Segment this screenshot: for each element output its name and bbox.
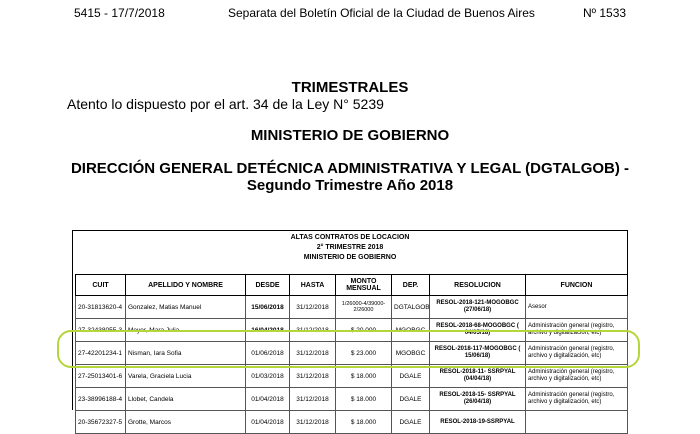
cell-resolucion: RESOL-2018-11- SSRPYAL (04/04/18) [430, 365, 526, 388]
cell-hasta: 31/12/2018 [290, 342, 336, 365]
section-title: TRIMESTRALES [291, 79, 409, 96]
cell-resolucion: RESOL-2018-117-MOGOBGC ( 15/06/18) [430, 342, 526, 365]
cell-cuit: 20-31813620-4 [76, 296, 126, 319]
table-row [76, 388, 628, 411]
cell-name: Gonzalez, Matias Manuel [126, 296, 246, 319]
cell-cuit: 27-32438055-3 [76, 319, 126, 342]
cell-desde: 15/06/2018 [246, 296, 290, 319]
cell-hasta: 31/12/2018 [290, 296, 336, 319]
direction-title-line1: DIRECCIÓN GENERAL DETÉCNICA ADMINISTRATIVA Y LEGAL (DGTALGOB) - [70, 160, 630, 177]
cell-desde: 16/04/2018 [246, 319, 290, 342]
table-row [76, 411, 628, 434]
cell-name: Llobet, Candela [126, 388, 246, 411]
cell-desde: 01/04/2018 [246, 388, 290, 411]
cell-dep: DGTALGOB [392, 296, 430, 319]
col-header-cuit: CUIT [76, 275, 126, 296]
cell-name: Meyer, Mara Julia [126, 319, 246, 342]
cell-desde: 01/04/2018 [246, 411, 290, 434]
cell-dep: DGALE [392, 388, 430, 411]
header-page-number: Nº 1533 [583, 6, 627, 20]
highlight-outline [57, 330, 640, 368]
cell-hasta: 31/12/2018 [290, 319, 336, 342]
direction-title-line2: Segundo Trimestre Año 2018 [246, 177, 454, 194]
cell-cuit: 23-38996188-4 [76, 388, 126, 411]
cell-desde: 01/03/2018 [246, 365, 290, 388]
col-header-name: APELLIDO Y NOMBRE [126, 275, 246, 296]
col-header-dep: DEP. [392, 275, 430, 296]
cell-dep: DGALE [392, 411, 430, 434]
cell-resolucion: RESOL-2018-68-MOGOBGC ( 04/05/18) [430, 319, 526, 342]
cell-funcion: Asesor [526, 296, 628, 319]
cell-funcion: Administración general (registro, archivo y digitalización, etc) [526, 319, 628, 342]
cell-desde: 01/06/2018 [246, 342, 290, 365]
table-caption: 2° TRIMESTRE 2018 [316, 244, 384, 251]
cell-hasta: 31/12/2018 [290, 365, 336, 388]
ministry-title: MINISTERIO DE GOBIERNO [250, 127, 450, 144]
contracts-table-frame [72, 230, 628, 426]
cell-cuit: 20-35672327-5 [76, 411, 126, 434]
cell-name: Varela, Graciela Lucia [126, 365, 246, 388]
cell-name: Nisman, Iara Sofia [126, 342, 246, 365]
col-header-desde: DESDE [246, 275, 290, 296]
cell-funcion: Administración general (registro, archivo y digitalización, etc) [526, 342, 628, 365]
cell-monto: $ 18.000 [336, 411, 392, 434]
cell-dep: MGOBGC [392, 342, 430, 365]
cell-name: Grotte, Marcos [126, 411, 246, 434]
cell-monto: $ 23.000 [336, 342, 392, 365]
header-issue-date: 5415 - 17/7/2018 [74, 6, 165, 20]
header-publication: Separata del Boletín Oficial de la Ciudad de Buenos Aires [228, 6, 535, 20]
cell-resolucion: RESOL-2018-15- SSRPYAL (26/04/18) [430, 388, 526, 411]
table-row [76, 296, 628, 319]
table-caption: MINISTERIO DE GOBIERNO [303, 254, 397, 261]
cell-monto: 1/26000-4/39000-2/26000 [336, 296, 392, 319]
col-header-funcion: FUNCION [526, 275, 628, 296]
cell-monto: $ 18.000 [336, 365, 392, 388]
cell-dep: MGOBGC [392, 319, 430, 342]
table-header-row [76, 275, 628, 296]
col-header-monto: MONTO MENSUAL [336, 275, 392, 296]
cell-monto: $ 20.000 [336, 319, 392, 342]
cell-resolucion: RESOL-2018-121-MOGOBGC (27/06/18) [430, 296, 526, 319]
attention-note: Atento lo dispuesto por el art. 34 de la Ley N° 5239 [67, 96, 384, 112]
col-header-hasta: HASTA [290, 275, 336, 296]
cell-monto: $ 18.000 [336, 388, 392, 411]
cell-hasta: 31/12/2018 [290, 411, 336, 434]
cell-dep: DGALE [392, 365, 430, 388]
cell-funcion: Administración general (registro, archivo y digitalización, etc) [526, 365, 628, 388]
cell-funcion [526, 411, 628, 434]
cell-cuit: 27-25013401-6 [76, 365, 126, 388]
cell-funcion: Administración general (registro, archivo y digitalización, etc) [526, 388, 628, 411]
cell-hasta: 31/12/2018 [290, 388, 336, 411]
cell-resolucion: RESOL-2018-19-SSRPYAL [430, 411, 526, 434]
table-caption: ALTAS CONTRATOS DE LOCACION [290, 234, 410, 241]
cell-cuit: 27-42201234-1 [76, 342, 126, 365]
col-header-resolucion: RESOLUCION [430, 275, 526, 296]
